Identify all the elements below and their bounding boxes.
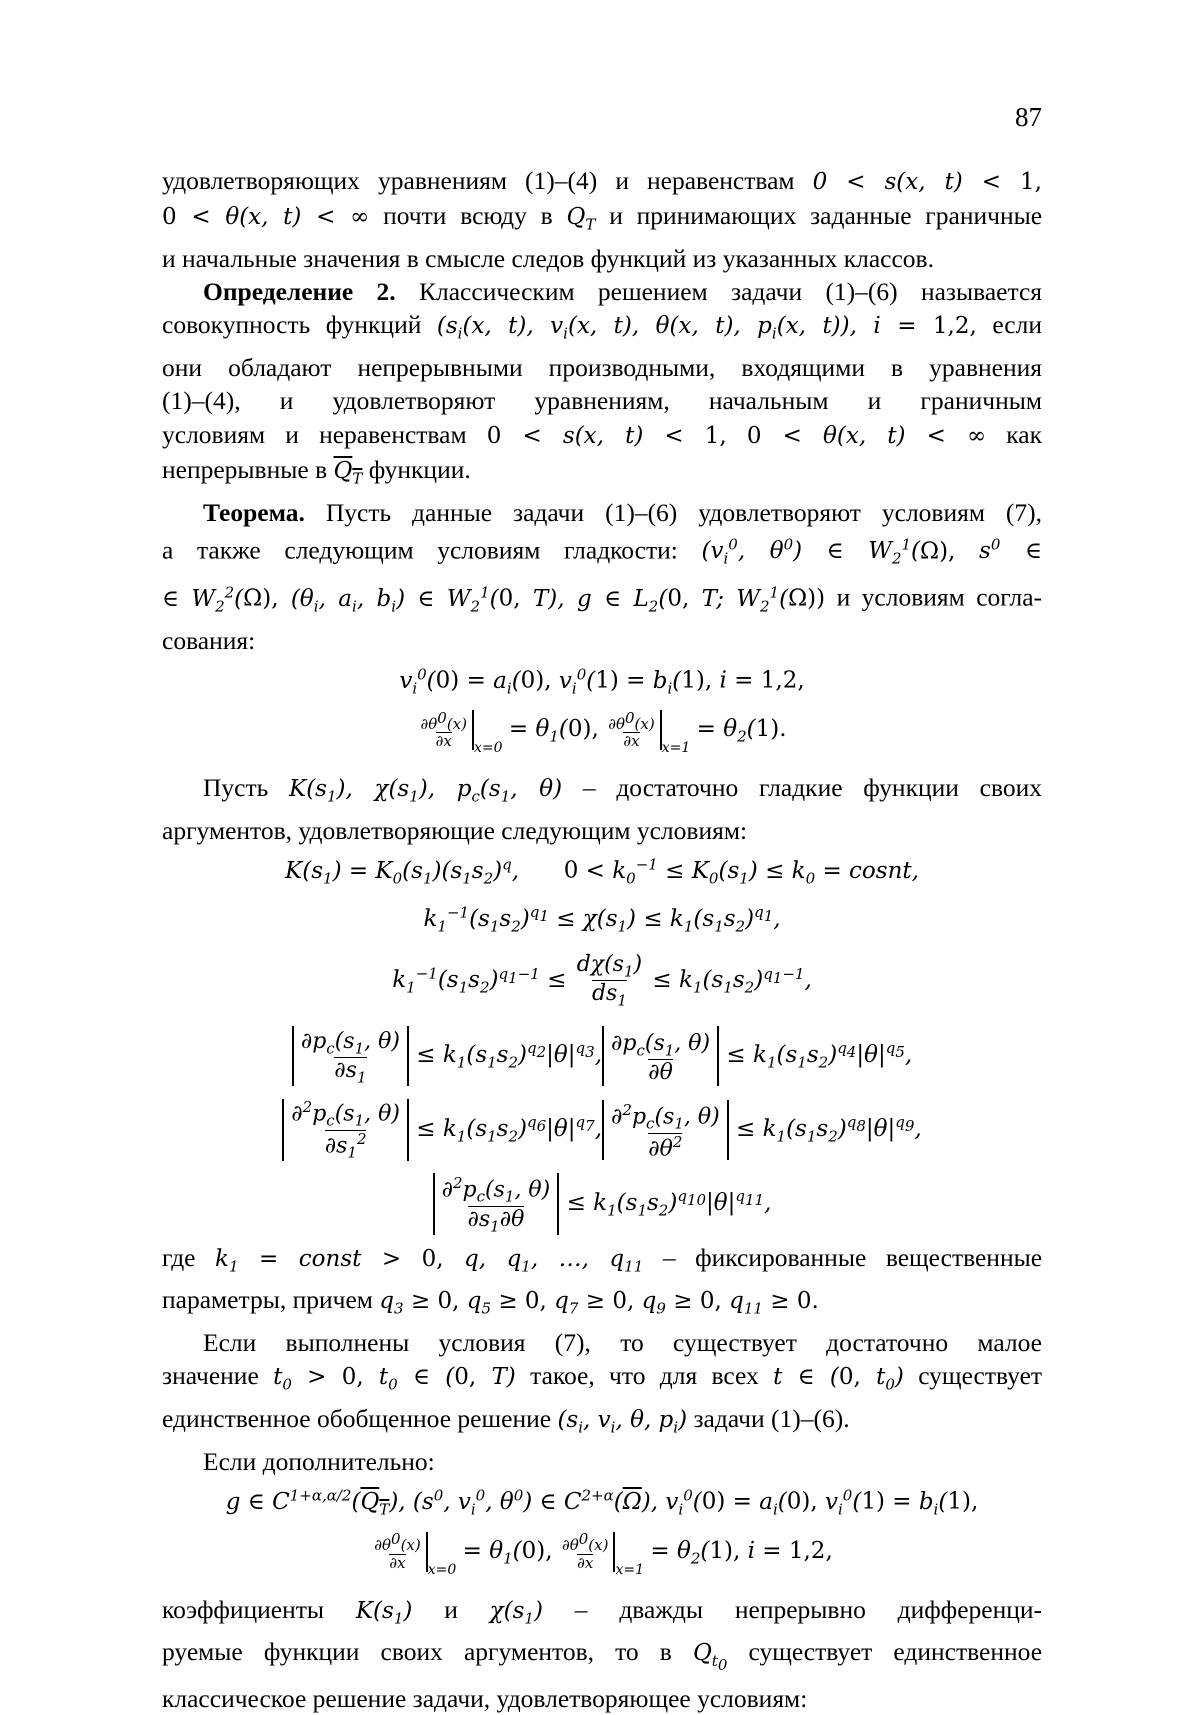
additional-line: Если дополнительно: bbox=[203, 1447, 435, 1477]
where-line-1: где $k_1$ = const > 0, q, $q_1$, …, $q_{11}$ – фиксированные вещественные bbox=[162, 1242, 1043, 1276]
condition-K: $K(s_1) = K_0(s_1)(s_1s_2)^q$, $0 < k_0^{-1} \le K_0(s_1) \le k_0$ = cosnt, bbox=[285, 855, 919, 888]
definition-2-label: Определение 2. bbox=[203, 277, 396, 307]
paragraph-1-line-3: и начальные значения в смысле следов функций из указанных классов. bbox=[162, 244, 934, 273]
where-line-2: параметры, причем $q_3 \ge 0$, $q_5 \ge 0$, $q_7 \ge 0$, $q_9 \ge 0$, $q_{11} \ge 0$. bbox=[162, 1285, 819, 1319]
theorem-line-4: сования: bbox=[162, 625, 256, 655]
condition-chi: $k_1^{-1}(s_1s_2)^{q_1} \le \chi(s_1) \le k_1(s_1s_2)^{q_1}$, bbox=[423, 903, 781, 936]
existence-line-3: единственное обобщенное решение ($s_i$, $v_i$, θ, $p_i$) задачи (1)–(6). bbox=[162, 1404, 850, 1437]
page-number: 87 bbox=[1015, 102, 1042, 132]
condition-dpc-mixed: $\frac{\partial^2p_c(s_1, \theta)}{\partial s_1\partial\theta}$ ≤ $k_1(s_1s_2)^{q_{10}}|\theta|^{q_{11}}$, bbox=[162, 1166, 1042, 1240]
definition-2-line-6: непрерывные в $Q_T$ функции. bbox=[162, 454, 471, 488]
condition-dchi: $k_1^{-1}(s_1s_2)^{q_1-1}$ ≤ $\frac{d\chi(s_1)}{ds_1}$ ≤ $k_1(s_1s_2)^{q_1-1}$, bbox=[392, 952, 812, 1010]
classical-line-1: коэффициенты $K(s_1)$ и $\chi(s_1)$ – дважды непрерывно дифференци- bbox=[162, 1594, 1043, 1628]
theorem-line-2: а также следующим условиям гладкости: ($v_i^0$, $\theta^0$) ∈ $W_2^1(\Omega)$, $s^0$ ∈ bbox=[162, 535, 1043, 569]
condition-dpc-second: $\frac{\partial^2p_c(s_1, \theta)}{\partial s_1^2}$ ≤ $k_1(s_1s_2)^{q_6}|\theta|^{q_7}$, $\frac{\partial^2p_c(s_1, \theta)}{\partial\theta^2}$ ≤ $k_1(s_1s_2)^{q_8}|\theta|^{q_9}$, bbox=[162, 1092, 1042, 1166]
theorem-label: Теорема. bbox=[203, 497, 305, 527]
assumptions-line-2: аргументов, удовлетворяющие следующим условиям: bbox=[162, 815, 748, 845]
definition-2-line-1: Определение 2. Классическим решением задачи (1)–(6) называется bbox=[203, 277, 1042, 307]
existence-line-2: значение $t_0 > 0$, $t_0$ ∈ (0, T) такое, что для всех t ∈ (0, $t_0$) существует bbox=[162, 1361, 1043, 1395]
compat-equation-2: $\frac{\partial\theta^0(x)}{\partial x}$ $_{x=0} = \theta_1(0)$, $\frac{\partial\theta^0(x)}{\partial x}$ $_{x=1} = \theta_2(1)$. bbox=[420, 708, 787, 757]
paragraph-1-line-1: удовлетворяющих уравнениям (1)–(4) и неравенствам 0 < s(x, t) < 1, bbox=[162, 166, 1042, 195]
existence-line-1: Если выполнены условия (7), то существует достаточно малое bbox=[203, 1328, 1042, 1358]
theorem-line-1: Теорема. Пусть данные задачи (1)–(6) удовлетворяют условиям (7), bbox=[203, 497, 1043, 527]
additional-equation-2: $\frac{\partial\theta^0(x)}{\partial x}$ $_{x=0} = \theta_1(0)$, $\frac{\partial\theta^0(x)}{\partial x}$ $_{x=1} = \theta_2(1)$, i = 1,2, bbox=[374, 1529, 833, 1578]
classical-line-2: руемые функции своих аргументов, то в $Q_{t_0}$ существует единственное bbox=[162, 1637, 1043, 1674]
compat-equation-1: $v_i^0(0) = a_i(0)$, $v_i^0(1) = b_i(1)$, i = 1,2, bbox=[399, 664, 805, 698]
additional-equation-1: g ∈ $C^{1+\alpha,\alpha/2}(Q_T)$, ($s^0$, $v_i^0$, $\theta^0$) ∈ $C^{2+\alpha}(\overline{\Omega})$, $v_i^0(0) = a_i(0)$, $v_i^0(1) = b_i(1)$, bbox=[225, 1486, 979, 1519]
condition-dpc-first: $\frac{\partial p_c(s_1, \theta)}{\partial s_1}$ ≤ $k_1(s_1s_2)^{q_2}|\theta|^{q_3}$, $\frac{\partial p_c(s_1, \theta)}{\partial\theta}$ ≤ $k_1(s_1s_2)^{q_4}|\theta|^{q_5}$, bbox=[162, 1018, 1042, 1092]
assumptions-line-1: Пусть $K(s_1)$, $\chi(s_1)$, $p_c(s_1$, θ) – достаточно гладкие функции своих bbox=[203, 773, 1043, 806]
classical-line-3: классическое решение задачи, удовлетворяющее условиям: bbox=[162, 1684, 808, 1714]
definition-2-line-2: совокупность функций ($s_i(x$, t), $v_i(x$, t), θ(x, t), $p_i(x$, t)), i = 1,2, если bbox=[162, 310, 1042, 343]
theorem-line-3: ∈ $W_2^2(\Omega)$, ($\theta_i$, $a_i$, $b_i$) ∈ $W_2^1(0$, T), g ∈ $L_2(0$, T; $W_2^1(\Omega)$) и условиям согла- bbox=[162, 582, 1042, 616]
paragraph-1-line-2: 0 < θ(x, t) < ∞ почти всюду в $Q_T$ и принимающих заданные граничные bbox=[162, 201, 1043, 234]
page-body bbox=[162, 164, 1042, 1715]
definition-2-line-5: условиям и неравенствам 0 < s(x, t) < 1, 0 < θ(x, t) < ∞ как bbox=[162, 419, 1042, 449]
definition-2-line-3: они обладают непрерывными производными, входящими в уравнения bbox=[162, 353, 1042, 383]
definition-2-line-4: (1)–(4), и удовлетворяют уравнениям, начальным и граничным bbox=[162, 386, 1042, 416]
